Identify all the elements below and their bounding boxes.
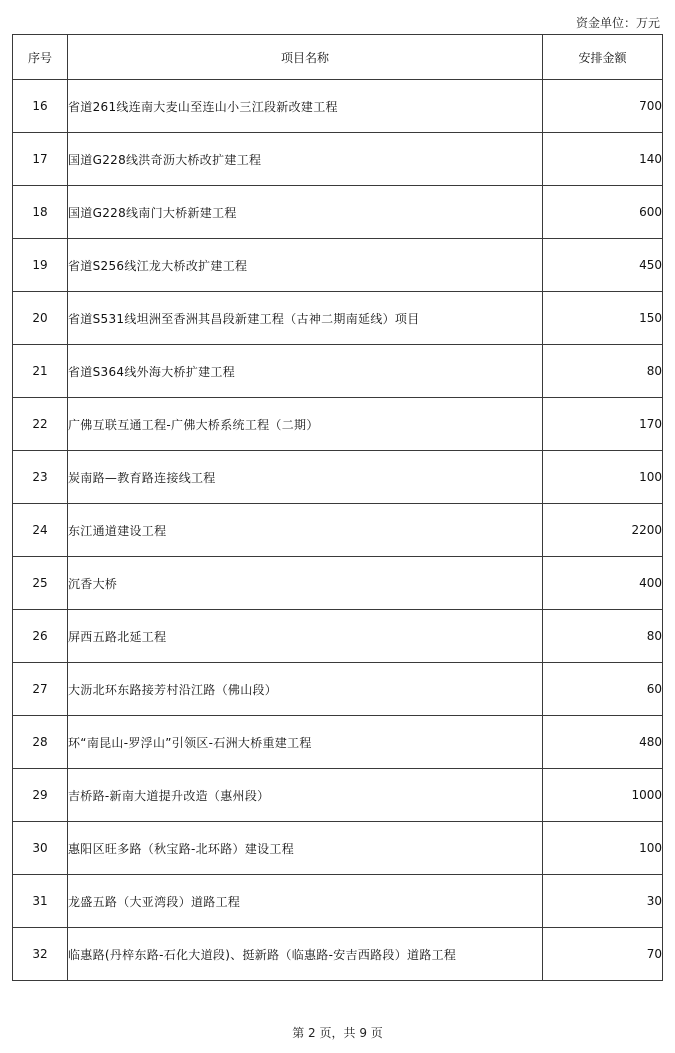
row-project-name-cell: 省道261线连南大麦山至连山小三江段新改建工程 [68, 80, 543, 133]
row-project-name-cell: 炭南路—教育路连接线工程 [68, 451, 543, 504]
row-project-name-cell: 大沥北环东路接芳村沿江路（佛山段） [68, 663, 543, 716]
table-row [13, 663, 663, 716]
row-project-name-cell: 惠阳区旺多路（秋宝路-北环路）建设工程 [68, 822, 543, 875]
table-row [13, 451, 663, 504]
row-amount-cell: 600 [543, 186, 663, 239]
row-seq-cell: 16 [13, 80, 68, 133]
row-project-name-cell: 环“南昆山-罗浮山”引领区-石洲大桥重建工程 [68, 716, 543, 769]
row-seq-cell: 32 [13, 928, 68, 981]
row-seq-cell: 31 [13, 875, 68, 928]
table-body [13, 80, 663, 981]
header-project-name: 项目名称 [68, 35, 543, 80]
row-amount-cell: 700 [543, 80, 663, 133]
table-row [13, 769, 663, 822]
row-seq-cell: 23 [13, 451, 68, 504]
row-amount-cell: 480 [543, 716, 663, 769]
row-seq-cell: 28 [13, 716, 68, 769]
row-amount-cell: 80 [543, 345, 663, 398]
row-seq-cell: 17 [13, 133, 68, 186]
row-project-name-cell: 东江通道建设工程 [68, 504, 543, 557]
row-project-name-cell: 国道G228线南门大桥新建工程 [68, 186, 543, 239]
table-row [13, 716, 663, 769]
funding-unit-note: 资金单位：万元 [575, 16, 660, 30]
table-row [13, 133, 663, 186]
row-amount-cell: 60 [543, 663, 663, 716]
row-amount-cell: 30 [543, 875, 663, 928]
row-seq-cell: 24 [13, 504, 68, 557]
row-project-name-cell: 国道G228线洪奇沥大桥改扩建工程 [68, 133, 543, 186]
row-amount-cell: 2200 [543, 504, 663, 557]
table-row [13, 80, 663, 133]
row-amount-cell: 450 [543, 239, 663, 292]
table-row [13, 398, 663, 451]
row-amount-cell: 1000 [543, 769, 663, 822]
row-project-name-cell: 省道S364线外海大桥扩建工程 [68, 345, 543, 398]
row-project-name-cell: 沉香大桥 [68, 557, 543, 610]
row-seq-cell: 21 [13, 345, 68, 398]
project-funding-table [12, 34, 663, 981]
row-amount-cell: 170 [543, 398, 663, 451]
page-footer: 第 2 页，共 9 页 [292, 1026, 383, 1040]
row-amount-cell: 70 [543, 928, 663, 981]
row-project-name-cell: 省道S531线坦洲至香洲其昌段新建工程（古神二期南延线）项目 [68, 292, 543, 345]
row-amount-cell: 80 [543, 610, 663, 663]
table-row [13, 928, 663, 981]
table-row [13, 345, 663, 398]
row-seq-cell: 26 [13, 610, 68, 663]
table-row [13, 822, 663, 875]
table-row [13, 292, 663, 345]
row-project-name-cell: 省道S256线江龙大桥改扩建工程 [68, 239, 543, 292]
table-row [13, 610, 663, 663]
row-seq-cell: 25 [13, 557, 68, 610]
row-seq-cell: 20 [13, 292, 68, 345]
table-row [13, 557, 663, 610]
row-seq-cell: 30 [13, 822, 68, 875]
row-project-name-cell: 广佛互联互通工程-广佛大桥系统工程（二期） [68, 398, 543, 451]
row-project-name-cell: 龙盛五路（大亚湾段）道路工程 [68, 875, 543, 928]
row-seq-cell: 18 [13, 186, 68, 239]
row-amount-cell: 150 [543, 292, 663, 345]
row-amount-cell: 100 [543, 451, 663, 504]
row-project-name-cell: 吉桥路-新南大道提升改造（惠州段） [68, 769, 543, 822]
row-amount-cell: 100 [543, 822, 663, 875]
table-row [13, 186, 663, 239]
header-amount: 安排金额 [543, 35, 663, 80]
row-seq-cell: 27 [13, 663, 68, 716]
header-seq: 序号 [13, 35, 68, 80]
row-seq-cell: 22 [13, 398, 68, 451]
table-header-row [13, 35, 663, 80]
table-row [13, 875, 663, 928]
row-seq-cell: 19 [13, 239, 68, 292]
row-project-name-cell: 临惠路(丹梓东路-石化大道段)、挺新路（临惠路-安吉西路段）道路工程 [68, 928, 543, 981]
row-amount-cell: 400 [543, 557, 663, 610]
table-row [13, 239, 663, 292]
row-project-name-cell: 屏西五路北延工程 [68, 610, 543, 663]
row-seq-cell: 29 [13, 769, 68, 822]
row-amount-cell: 140 [543, 133, 663, 186]
table-row [13, 504, 663, 557]
